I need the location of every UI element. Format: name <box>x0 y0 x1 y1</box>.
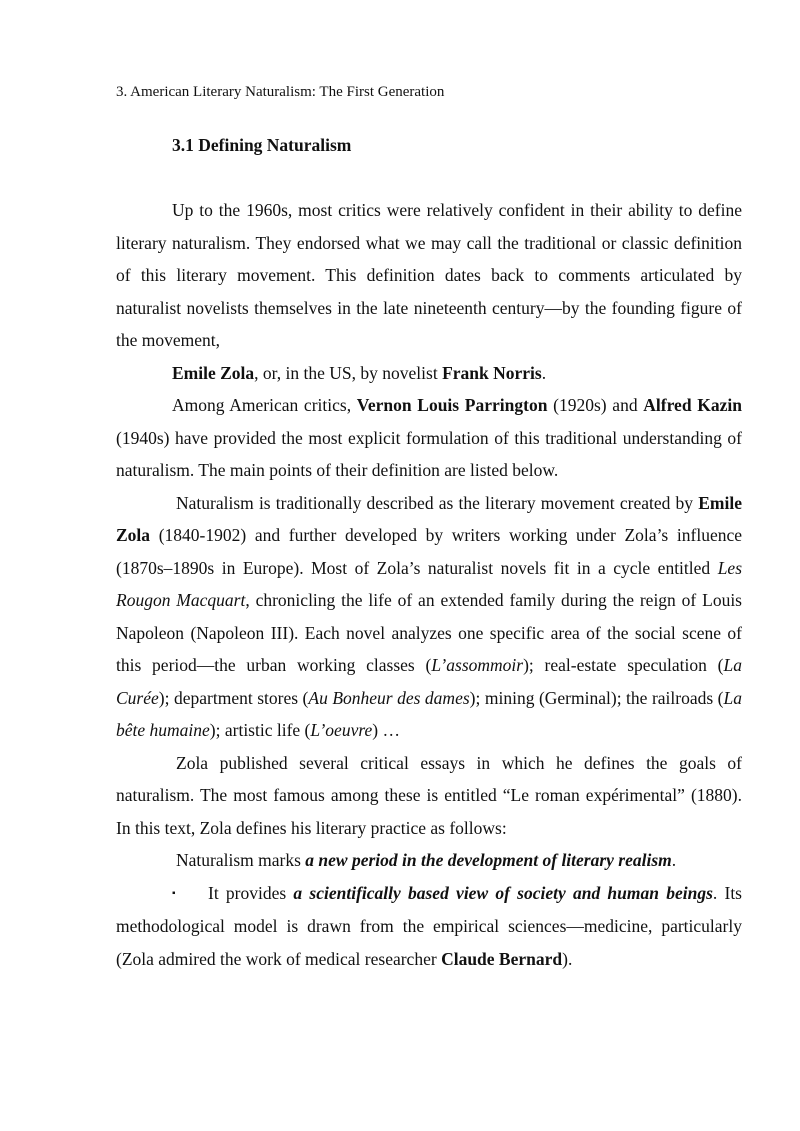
chapter-title: 3. American Literary Naturalism: The First Generation <box>116 84 445 100</box>
paragraph-text: Naturalism is traditionally described as the literary movement created by <box>176 492 699 513</box>
book-title: L’oeuvre <box>310 720 373 740</box>
researcher-name: Claude Bernard <box>441 948 563 969</box>
paragraph-text: ); department stores ( <box>158 687 309 708</box>
author-name: Emile Zola <box>116 492 742 545</box>
paragraph-text: . <box>671 850 677 870</box>
author-name: Emile Zola <box>172 362 255 383</box>
paragraph-text: ) … <box>372 720 400 740</box>
bullet-square-icon: ▪ <box>172 887 176 899</box>
section-heading: 3.1 Defining Naturalism <box>172 135 352 155</box>
paragraph-intro <box>116 194 742 357</box>
critic-name: Alfred Kazin <box>643 395 742 415</box>
paragraph-authors <box>116 357 742 390</box>
paragraph-critics <box>116 389 742 487</box>
book-title: L’assommoir <box>431 655 524 675</box>
author-name: Frank Norris <box>442 362 542 383</box>
paragraph-text: ); real-estate speculation ( <box>523 655 724 675</box>
bullet-item <box>116 877 742 976</box>
paragraph-text: . Its methodological model is drawn from the empirical sciences—medicine, particularly (Zola admired the work of medical researcher <box>116 882 742 969</box>
paragraph-zola-cycle <box>116 487 742 747</box>
book-title: La bête humaine <box>116 687 742 740</box>
document-body <box>116 194 742 975</box>
paragraph-text: ). <box>562 948 573 969</box>
paragraph-text: Among American critics, <box>172 395 357 415</box>
book-title: Les Rougon Macquart <box>116 557 742 610</box>
paragraph-text: (1940s) have provided the most explicit formulation of this traditional understanding of naturalism. The main points of their definition are listed below. <box>116 427 742 480</box>
emphasis-text: a scientifically based view of society and human beings <box>293 882 713 903</box>
paragraph-text: ); artistic life ( <box>209 720 311 740</box>
paragraph-text: Zola published several critical essays in which he defines the goals of naturalism. The most famous among these is entitled “Le roman expérimental” (1880). In this text, Zola defines his literary practice as follows: <box>116 752 742 838</box>
emphasis-text: a new period in the development of literary realism <box>305 850 672 870</box>
paragraph-text: Up to the 1960s, most critics were relatively confident in their ability to define literary naturalism. They endorsed what we may call the traditional or classic definition of this literary movement. This definition dates back to comments articulated by naturalist novelists themselves in the late nineteenth century—by the founding figure of the movement, <box>116 200 742 350</box>
paragraph-text: Naturalism marks <box>176 850 306 870</box>
book-title: Au Bonheur des dames <box>308 687 470 708</box>
paragraph-text: . <box>541 362 547 383</box>
paragraph-text: (1920s) and <box>547 395 644 415</box>
paragraph-text: It provides <box>208 882 294 903</box>
book-title: La Curée <box>116 655 742 708</box>
paragraph-text: , or, in the US, by novelist <box>254 362 443 383</box>
paragraph-essays <box>116 747 742 845</box>
paragraph-text: , chronicling the life of an extended family during the reign of Louis Napoleon (Napoleon III). Each novel analyzes one specific area of the social scene of this period—the urban working classes ( <box>116 590 742 675</box>
paragraph-text: (1840-1902) and further developed by writers working under Zola’s influence (1870s–1890s in Europe). Most of Zola’s naturalist novels fit in a cycle entitled <box>116 525 742 578</box>
paragraph-new-period <box>116 844 742 877</box>
paragraph-text: ); mining (Germinal); the railroads ( <box>469 687 724 708</box>
critic-name: Vernon Louis Parrington <box>356 395 548 415</box>
